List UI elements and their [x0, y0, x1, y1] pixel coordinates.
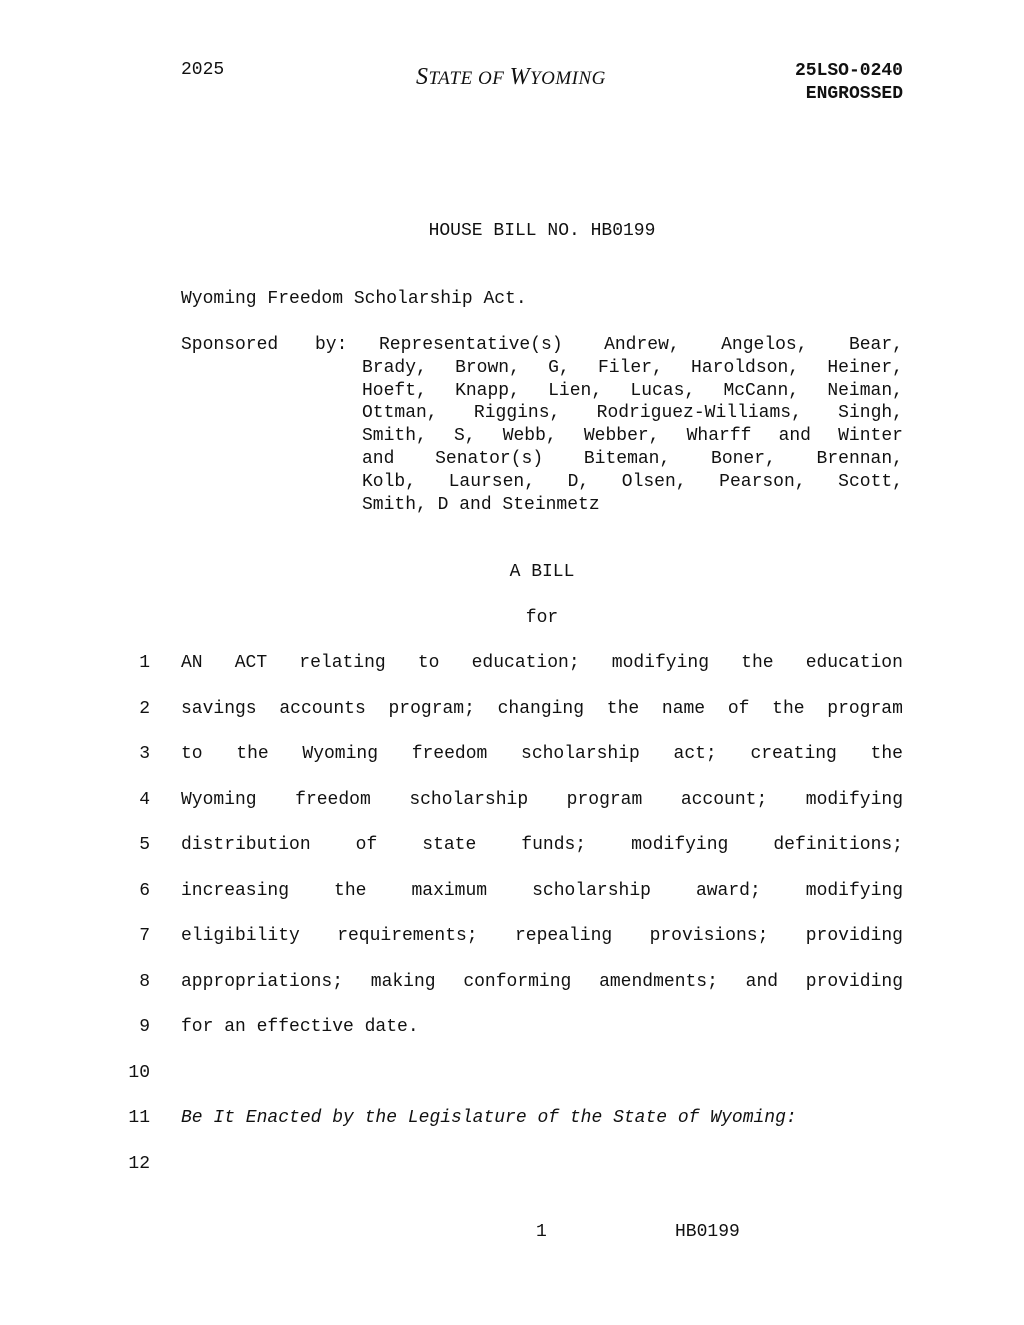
- bill-text-line: [181, 653, 903, 677]
- bill-text-word: ACT: [234, 653, 268, 673]
- sponsors-line: [362, 381, 903, 405]
- sponsor-word: Webb,: [502, 426, 557, 447]
- sponsor-word: Brady,: [362, 357, 427, 378]
- enacting-clause: Be It Enacted by the Legislature of the State of Wyoming:: [181, 1108, 797, 1128]
- for-heading: for: [525, 608, 559, 628]
- bill-text-word: freedom: [295, 789, 371, 810]
- bill-text-word: Wyoming: [181, 789, 257, 810]
- bill-text-word: account;: [680, 789, 768, 810]
- bill-text-line: [181, 790, 903, 814]
- sponsor-word: Biteman,: [583, 449, 671, 469]
- sponsor-word: D,: [567, 471, 590, 492]
- bill-text-word: to: [417, 653, 440, 673]
- bill-text-word: name: [661, 698, 706, 719]
- sponsor-word: Filer,: [597, 357, 663, 378]
- sponsor-word: Riggins,: [473, 403, 561, 424]
- bill-text-word: the: [236, 744, 269, 764]
- sponsors-line: [362, 403, 903, 427]
- sponsors-line: [362, 449, 903, 473]
- sponsors-line: [362, 358, 903, 382]
- bill-text-word: conforming: [463, 971, 572, 992]
- bill-text-word: program;: [388, 698, 475, 719]
- bill-text-line: [181, 881, 903, 905]
- bill-text-word: relating: [299, 653, 386, 673]
- bill-text-word: scholarship: [521, 744, 640, 764]
- bill-text-line: [181, 835, 903, 859]
- bill-text-line: [181, 699, 903, 723]
- line-number: 11: [128, 1108, 150, 1128]
- sponsor-word: and: [778, 426, 811, 447]
- bill-text-word: modifying: [631, 835, 729, 855]
- bill-text-line: [181, 972, 903, 996]
- sponsor-word: Andrew,: [604, 335, 680, 355]
- sponsor-word: Heiner,: [827, 357, 903, 378]
- sponsor-word: Smith,: [362, 426, 427, 447]
- bill-text-word: providing: [805, 971, 903, 992]
- sponsor-word: Pearson,: [719, 471, 806, 492]
- line-number: 3: [139, 744, 150, 764]
- sponsor-word: Kolb,: [362, 471, 417, 492]
- a-bill-heading: A BILL: [509, 562, 575, 582]
- bill-text-word: appropriations;: [181, 971, 344, 992]
- bill-text-word: definitions;: [773, 835, 903, 855]
- bill-text-word: education;: [471, 653, 580, 673]
- sponsor-word: Lucas,: [630, 380, 696, 401]
- line-number: 7: [139, 926, 150, 946]
- bill-text-line: [181, 744, 903, 768]
- bill-text-word: state: [422, 835, 477, 855]
- line-number: 2: [139, 698, 150, 719]
- footer-bill-id: HB0199: [675, 1222, 740, 1242]
- sponsors-line: [362, 495, 600, 515]
- sponsor-word: Hoeft,: [362, 380, 427, 401]
- sponsor-word: Singh,: [838, 403, 903, 424]
- line-number: 5: [139, 835, 150, 855]
- bill-text-word: education: [805, 653, 903, 673]
- bill-text-word: increasing: [181, 880, 290, 901]
- bill-text-word: the: [870, 744, 903, 764]
- bill-text-word: freedom: [411, 744, 488, 764]
- sponsor-word: Brennan,: [816, 449, 903, 469]
- engrossed-status: ENGROSSED: [805, 84, 903, 104]
- bill-text-word: provisions;: [649, 926, 769, 946]
- line-number: 1: [139, 653, 150, 673]
- bill-text-word: requirements;: [337, 926, 478, 946]
- state-title: [416, 64, 606, 91]
- line-number: 6: [139, 880, 150, 901]
- bill-text-word: modifying: [805, 789, 903, 810]
- bill-text-word: the: [772, 698, 805, 719]
- bill-text-word: funds;: [521, 835, 587, 855]
- sponsor-word: McCann,: [723, 380, 800, 401]
- sponsor-word: Winter: [838, 426, 903, 447]
- bill-text-word: of: [727, 698, 750, 719]
- bill-text-word: amendments;: [599, 971, 718, 992]
- bill-text-word: of: [355, 835, 378, 855]
- bill-text-word: and: [745, 971, 779, 992]
- sponsor-word: Ottman,: [362, 403, 438, 424]
- session-year: 2025: [181, 60, 225, 80]
- bill-text-word: creating: [750, 744, 837, 764]
- line-number: 9: [139, 1017, 150, 1037]
- bill-text-word: scholarship: [532, 880, 651, 901]
- bill-text-word: savings: [181, 698, 257, 719]
- sponsor-word: Laursen,: [448, 471, 536, 492]
- state-title-initial-s: S: [416, 64, 429, 90]
- bill-text-word: repealing: [514, 926, 613, 946]
- sponsors-line: [362, 472, 903, 496]
- sponsor-word: Olsen,: [621, 471, 687, 492]
- sponsored-label: Sponsored: [181, 335, 279, 355]
- sponsors-line: [379, 335, 903, 359]
- sponsor-word: Knapp,: [455, 380, 520, 401]
- state-title-part-1: TATE OF: [428, 68, 510, 89]
- sponsor-word: Brown,: [455, 357, 520, 378]
- bill-text-word: eligibility: [181, 926, 300, 946]
- by-label: by:: [315, 335, 348, 355]
- sponsor-word: Boner,: [711, 449, 776, 469]
- line-number: 12: [128, 1153, 150, 1174]
- lso-number: 25LSO-0240: [794, 61, 903, 81]
- bill-text-word: changing: [497, 698, 585, 719]
- sponsor-word: Neiman,: [827, 380, 903, 401]
- sponsor-word: Webber,: [583, 426, 660, 447]
- sponsors-line: [362, 426, 903, 450]
- sponsor-word: G,: [548, 357, 570, 378]
- sponsor-word: Angelos,: [721, 335, 808, 355]
- line-number: 8: [139, 971, 150, 992]
- sponsor-word: Wharff: [686, 426, 752, 447]
- bill-text-word: modifying: [805, 880, 903, 901]
- house-bill-number: HOUSE BILL NO. HB0199: [428, 221, 656, 241]
- sponsor-word: Lien,: [548, 380, 603, 401]
- sponsor-word: S,: [453, 426, 476, 447]
- bill-text-word: to: [181, 744, 203, 764]
- line-number: 10: [128, 1062, 150, 1083]
- bill-short-title: Wyoming Freedom Scholarship Act.: [181, 289, 527, 309]
- bill-text-line: [181, 926, 903, 950]
- bill-text-word: the: [741, 653, 774, 673]
- state-title-part-2: YOMING: [530, 68, 606, 89]
- bill-text-word: maximum: [411, 880, 488, 901]
- bill-text-word: the: [334, 880, 367, 901]
- bill-text-word: the: [606, 698, 640, 719]
- bill-text-word: program: [827, 698, 903, 719]
- bill-text-word: scholarship: [409, 789, 529, 810]
- sponsor-word: Representative(s): [379, 335, 563, 355]
- state-title-initial-w: W: [509, 64, 531, 90]
- bill-text-word: award;: [695, 880, 761, 901]
- sponsor-word: Smith, D and Steinmetz: [362, 494, 600, 515]
- bill-text-word: making: [370, 971, 436, 992]
- bill-text-word: program: [566, 789, 643, 810]
- sponsor-word: Senator(s): [435, 449, 544, 469]
- line-number: 4: [139, 789, 150, 810]
- bill-text-word: act;: [673, 744, 717, 764]
- bill-text-word: AN: [181, 653, 203, 673]
- bill-text-line: for an effective date.: [181, 1017, 419, 1037]
- sponsor-word: and: [362, 449, 395, 469]
- sponsor-word: Rodriguez-Williams,: [596, 403, 802, 424]
- bill-text-word: accounts: [279, 698, 366, 719]
- bill-text-word: distribution: [181, 835, 311, 855]
- sponsor-word: Scott,: [838, 471, 903, 492]
- bill-text-word: providing: [805, 926, 903, 946]
- bill-text-word: modifying: [611, 653, 709, 673]
- page-number: 1: [536, 1222, 547, 1242]
- sponsor-word: Haroldson,: [691, 357, 800, 378]
- bill-text-word: Wyoming: [302, 744, 379, 764]
- sponsor-word: Bear,: [848, 335, 903, 355]
